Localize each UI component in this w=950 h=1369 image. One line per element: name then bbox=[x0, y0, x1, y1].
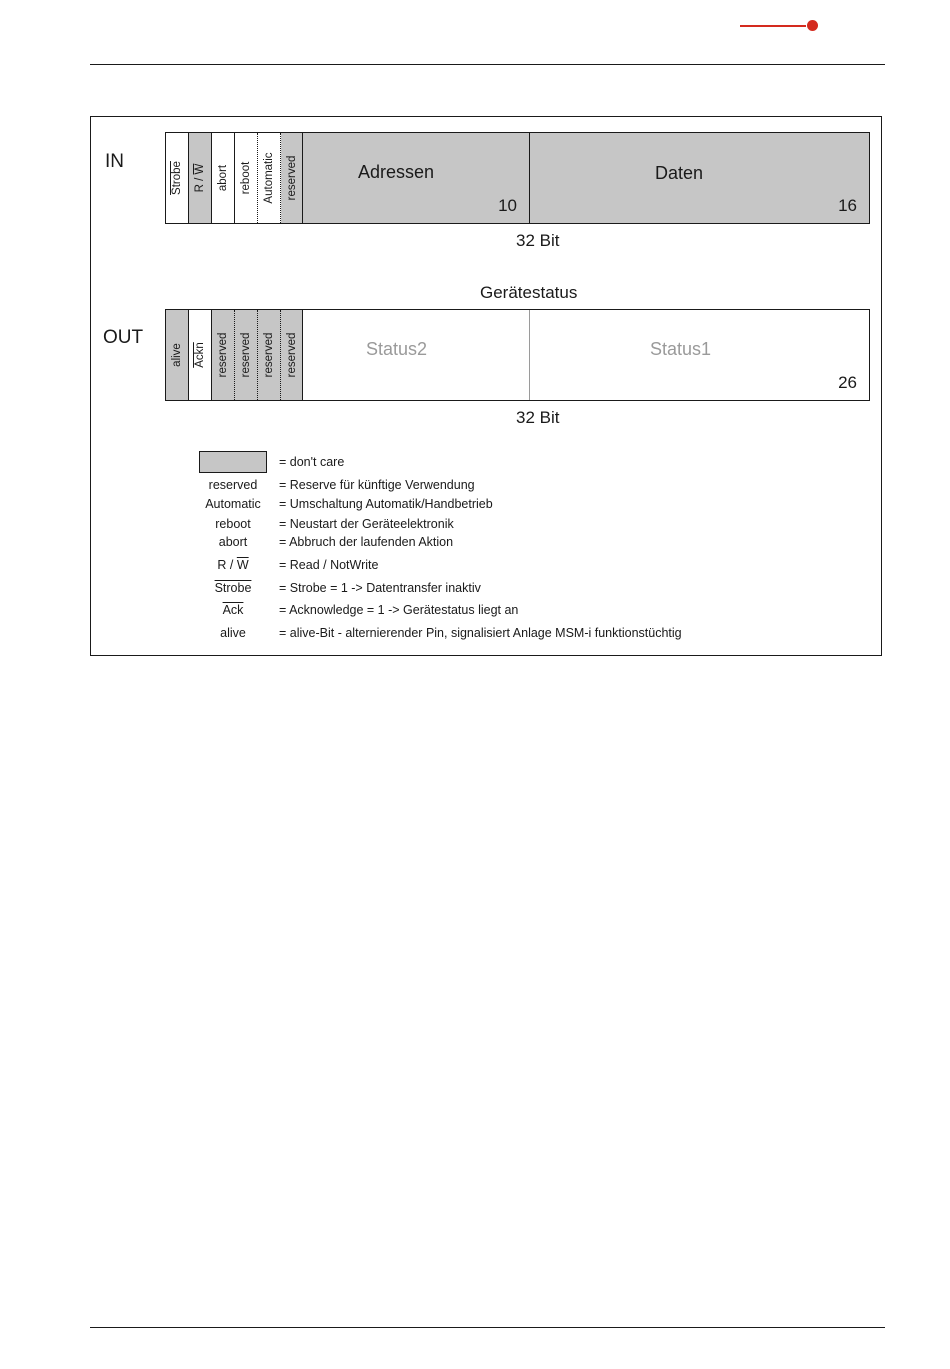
in-field-daten-label: Daten bbox=[655, 163, 704, 183]
out-field-reserved-3 bbox=[258, 310, 281, 400]
in-field-strobe-label: Strobe bbox=[171, 161, 183, 195]
legend-dont-care-swatch bbox=[199, 451, 267, 473]
legend-value-alive: = alive-Bit - alternierender Pin, signalisiert Anlage MSM-i funktionstüchtig bbox=[279, 626, 682, 640]
legend-value-abort: = Abbruch der laufenden Aktion bbox=[279, 535, 454, 549]
out-field-ackn bbox=[189, 310, 212, 400]
in-field-rw bbox=[189, 133, 212, 223]
legend-value-automatic: = Umschaltung Automatik/Handbetrieb bbox=[279, 497, 493, 511]
out-field-reserved-label: reserved bbox=[285, 332, 298, 378]
out-field-reserved-1 bbox=[212, 310, 235, 400]
in-field-reboot-label: reboot bbox=[240, 161, 252, 195]
out-field-status1 bbox=[530, 310, 869, 400]
legend-dont-care-text: = don't care bbox=[279, 455, 345, 469]
legend-key-ack: $\overline{Ack}$ bbox=[222, 603, 244, 617]
legend-key-abort: abort bbox=[218, 535, 248, 549]
in-label: IN bbox=[105, 151, 124, 172]
in-field-daten-bits: 16 bbox=[838, 196, 857, 215]
out-field-reserved-2 bbox=[235, 310, 258, 400]
out-field-reserved-label: reserved bbox=[217, 332, 229, 378]
legend-key-rw: R / $\overline{W}$ bbox=[217, 558, 249, 572]
out-field-status1-label: Status1 bbox=[650, 339, 712, 359]
out-field-status1-bits: 26 bbox=[838, 373, 857, 392]
out-field-alive-label: alive bbox=[171, 343, 183, 367]
footer-rule bbox=[90, 1327, 885, 1328]
legend-value-strobe: = Strobe = 1 -> Datentransfer inaktiv bbox=[279, 581, 481, 595]
in-field-daten bbox=[530, 133, 869, 223]
header-rule bbox=[90, 64, 885, 65]
in-field-strobe bbox=[166, 133, 189, 223]
out-field-reserved-label: reserved bbox=[263, 332, 275, 378]
out-register bbox=[165, 309, 870, 401]
brand-accent-line bbox=[740, 25, 806, 27]
in-field-reboot bbox=[235, 133, 258, 223]
legend-value-rw: = Read / NotWrite bbox=[279, 558, 379, 572]
out-field-alive bbox=[166, 310, 189, 400]
out-bit-width: 32 Bit bbox=[516, 408, 560, 427]
legend-value-reserved: = Reserve für künftige Verwendung bbox=[279, 478, 475, 492]
in-field-adressen bbox=[303, 133, 530, 223]
legend-key-reserved: reserved bbox=[208, 478, 258, 492]
out-field-reserved-4 bbox=[281, 310, 303, 400]
in-field-adressen-label: Adressen bbox=[358, 162, 435, 182]
legend-key-automatic: Automatic bbox=[205, 497, 261, 511]
in-field-abort bbox=[212, 133, 235, 223]
in-field-automatic bbox=[258, 133, 281, 223]
brand-accent-dot bbox=[807, 20, 818, 31]
legend-value-ack: = Acknowledge = 1 -> Gerätestatus liegt an bbox=[279, 603, 519, 617]
out-field-status2 bbox=[303, 310, 530, 400]
legend-value-reboot: = Neustart der Geräteelektronik bbox=[279, 517, 454, 531]
out-label: OUT bbox=[103, 327, 144, 348]
out-field-ackn-label: Ackn bbox=[194, 342, 206, 368]
legend-key-strobe: Strobe bbox=[214, 581, 252, 595]
legend-key-reboot: reboot bbox=[215, 517, 251, 531]
in-field-reserved bbox=[281, 133, 303, 223]
in-field-abort-label: abort bbox=[217, 164, 229, 192]
out-field-status2-label: Status2 bbox=[366, 339, 428, 359]
in-field-adressen-bits: 10 bbox=[498, 196, 517, 215]
out-title: Gerätestatus bbox=[480, 283, 578, 302]
in-field-automatic-label: Automatic bbox=[263, 152, 275, 204]
in-field-rw-label: R / $\overline{W}$ bbox=[194, 163, 206, 193]
in-bit-width: 32 Bit bbox=[516, 231, 560, 250]
in-field-reserved-label: reserved bbox=[285, 155, 298, 201]
legend-key-alive: alive bbox=[220, 626, 246, 640]
out-field-reserved-label: reserved bbox=[240, 332, 252, 378]
in-register bbox=[165, 132, 870, 224]
